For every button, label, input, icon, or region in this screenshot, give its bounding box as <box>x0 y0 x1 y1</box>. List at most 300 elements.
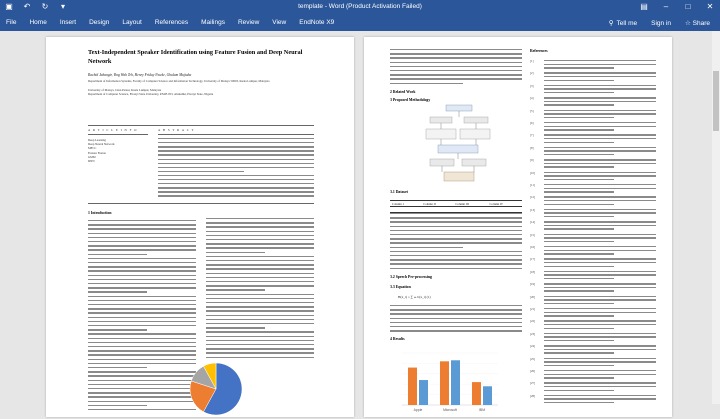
x-tick-label: Apple <box>413 408 423 412</box>
text-line <box>206 340 314 341</box>
text-line <box>88 350 196 351</box>
text-line <box>88 371 196 372</box>
reference-number: [11] <box>530 183 535 187</box>
text-line <box>206 323 314 324</box>
text-line <box>390 78 522 79</box>
bar <box>483 386 492 405</box>
dataset-table <box>390 200 522 213</box>
tab-home[interactable]: Home <box>29 19 47 26</box>
reference-text-line <box>544 390 614 391</box>
text-line <box>88 220 196 221</box>
text-line <box>158 179 314 180</box>
text-line <box>206 302 314 303</box>
paper-title: Text-Independent Speaker Identification using Feature Fusion and Deep Neural Network <box>88 49 303 65</box>
tab-references[interactable]: References <box>154 19 189 26</box>
text-line <box>206 336 314 337</box>
reference-text-line <box>544 101 656 102</box>
text-line <box>206 243 314 244</box>
keyword: MFCC <box>88 146 97 151</box>
reference-text-line <box>544 246 656 247</box>
text-line <box>88 380 196 381</box>
reference-text-line <box>544 85 656 86</box>
tab-endnote-x9[interactable]: EndNote X9 <box>299 19 335 26</box>
tell-me-search[interactable] <box>609 19 637 27</box>
text-line <box>390 242 522 243</box>
reference-number: [13] <box>530 207 535 212</box>
text-line <box>206 285 314 286</box>
text-line <box>206 281 314 282</box>
paper-authors: Rachid Jahangir, Ying Wah Teh, Henry Friday Nweke, Ghulam Mujtaba <box>88 73 192 77</box>
text-line <box>88 279 196 280</box>
keyword: Deep Neural Network <box>88 142 115 147</box>
reference-text-line <box>544 92 614 93</box>
text-line <box>158 171 244 172</box>
text-line <box>390 83 463 84</box>
reference-number: [15] <box>530 232 535 237</box>
text-line <box>88 329 147 330</box>
reference-text-line <box>544 196 656 197</box>
text-line <box>158 146 314 147</box>
text-line <box>206 319 314 320</box>
text-line <box>390 305 522 306</box>
keywords-list <box>88 138 138 163</box>
reference-text-line <box>544 398 656 399</box>
reference-number: [17] <box>530 257 535 262</box>
text-line <box>390 309 522 310</box>
reference-text-line <box>544 134 656 135</box>
reference-text-line <box>544 184 656 185</box>
text-line <box>206 298 314 299</box>
reference-text-line <box>544 290 614 291</box>
reference-text-line <box>544 352 614 353</box>
reference-number: [5] <box>530 108 534 113</box>
reference-text-line <box>544 172 656 173</box>
tab-review[interactable]: Review <box>237 19 260 26</box>
reference-number: [20] <box>530 294 535 299</box>
x-tick-label: Microsoft <box>443 408 457 412</box>
text-line <box>88 287 196 288</box>
keyword: GMM <box>88 154 96 159</box>
text-line <box>158 150 314 151</box>
undo-icon[interactable]: ↶ <box>23 2 31 11</box>
reference-text-line <box>544 361 656 362</box>
text-line <box>390 326 522 327</box>
vertical-scrollbar[interactable] <box>712 31 720 404</box>
text-line <box>206 268 314 269</box>
ribbon <box>0 14 720 31</box>
text-line <box>88 338 196 339</box>
share-label: Share <box>692 20 710 27</box>
window-controls <box>638 1 716 13</box>
reference-text-line <box>544 299 656 300</box>
reference-number: [27] <box>530 381 535 386</box>
text-line <box>390 263 522 264</box>
text-line <box>390 74 522 75</box>
reference-number: [18] <box>530 269 535 274</box>
reference-text-line <box>544 274 656 275</box>
text-line <box>390 251 522 252</box>
reference-text-line <box>544 147 656 148</box>
affiliation-2: University of Malaya, Jalan Pantai, Kuala Lumpur, Malaysia <box>88 88 162 92</box>
text-line <box>88 245 196 246</box>
reference-text-line <box>544 179 614 180</box>
bar <box>440 361 449 405</box>
reference-text-line <box>544 129 614 130</box>
text-line <box>88 249 196 250</box>
reference-text-line <box>544 266 614 267</box>
reference-text-line <box>544 154 614 155</box>
text-line <box>390 217 522 218</box>
maximize-button[interactable]: □ <box>685 2 691 11</box>
reference-text-line <box>544 395 656 396</box>
customize-toolbar-icon[interactable]: ▾ <box>60 2 65 11</box>
text-line <box>158 159 314 160</box>
text-line <box>88 300 196 301</box>
bar <box>472 382 481 405</box>
reference-text-line <box>544 278 614 279</box>
text-line <box>390 213 522 214</box>
reference-text-line <box>544 308 656 309</box>
text-line <box>206 239 314 240</box>
text-line <box>206 273 314 274</box>
text-line <box>88 321 196 322</box>
scrollbar-thumb[interactable] <box>713 71 719 131</box>
reference-text-line <box>544 374 656 375</box>
text-line <box>390 238 522 239</box>
reference-text-line <box>544 370 656 371</box>
text-line <box>88 304 196 305</box>
text-line <box>390 234 522 235</box>
tab-file[interactable]: File <box>6 19 17 26</box>
reference-text-line <box>544 67 614 68</box>
results-heading: 4 Results <box>390 337 405 341</box>
table-header-cell: Column III <box>453 201 487 207</box>
text-line <box>206 231 314 232</box>
reference-text-line <box>544 142 614 143</box>
title-bar <box>0 0 720 14</box>
reference-text-line <box>544 296 656 297</box>
info-rule <box>88 134 148 135</box>
text-line <box>88 346 196 347</box>
reference-text-line <box>544 221 656 222</box>
dataset-heading: 3.1 Dataset <box>390 190 408 194</box>
reference-number: [9] <box>530 158 534 163</box>
text-line <box>206 247 314 248</box>
tab-insert[interactable]: Insert <box>59 19 77 26</box>
reference-text-line <box>544 97 656 98</box>
ribbon-right <box>609 19 710 27</box>
proposed-methodology-heading: 3 Proposed Methodology <box>390 98 431 102</box>
document-canvas[interactable] <box>0 31 712 412</box>
reference-text-line <box>544 358 656 359</box>
text-line <box>88 409 196 410</box>
window-title: template - Word (Product Activation Failed) <box>298 3 422 10</box>
reference-number: [25] <box>530 356 535 361</box>
tab-layout[interactable]: Layout <box>122 19 142 26</box>
text-line <box>88 262 196 263</box>
bar <box>451 360 460 405</box>
text-line <box>88 291 147 292</box>
reference-text-line <box>544 237 656 238</box>
abstract-label: A B S T R A C T <box>158 128 195 132</box>
reference-text-line <box>544 113 656 114</box>
text-line <box>390 313 522 314</box>
reference-text-line <box>544 204 614 205</box>
text-line <box>206 235 314 236</box>
ribbon-display-options-icon[interactable]: ▤ <box>640 2 648 11</box>
text-line <box>158 163 314 164</box>
text-line <box>88 312 196 313</box>
reference-text-line <box>544 336 656 337</box>
reference-text-line <box>544 303 614 304</box>
equation-1: H(x_t) = ∑ ωᵢ b(x_t) (1) <box>398 295 431 299</box>
tab-mailings[interactable]: Mailings <box>201 19 225 26</box>
redo-icon[interactable]: ↻ <box>41 2 49 11</box>
text-line <box>158 195 314 196</box>
reference-text-line <box>544 250 656 251</box>
tell-me-label: Tell me <box>616 19 638 27</box>
reference-number: [19] <box>530 282 535 287</box>
text-line <box>206 264 314 265</box>
reference-text-line <box>544 175 656 176</box>
reference-text-line <box>544 386 656 387</box>
text-line <box>390 247 463 248</box>
reference-text-line <box>544 340 614 341</box>
text-line <box>206 306 314 307</box>
reference-number: [24] <box>530 344 535 349</box>
reference-text-line <box>544 241 614 242</box>
reference-text-line <box>544 271 656 272</box>
text-line <box>158 183 314 184</box>
text-line <box>390 268 522 269</box>
text-line <box>206 352 314 353</box>
text-line <box>88 254 147 255</box>
reference-number: [2] <box>530 71 534 76</box>
affiliation-1: Department of Information Systems, Faculty of Computer Science and Information Technology, University of Malaya 50603, Kuala Lumpur, Malaysia <box>88 79 270 83</box>
text-line <box>206 222 314 223</box>
tab-view[interactable]: View <box>272 19 287 26</box>
reference-text-line <box>544 209 656 210</box>
reference-text-line <box>544 258 656 259</box>
text-line <box>206 289 265 290</box>
text-line <box>390 330 522 331</box>
reference-text-line <box>544 216 614 217</box>
reference-text-line <box>544 345 656 346</box>
text-line <box>206 226 314 227</box>
text-line <box>88 401 196 402</box>
reference-text-line <box>544 312 656 313</box>
text-line <box>88 392 196 393</box>
text-line <box>206 277 314 278</box>
text-line <box>206 252 265 253</box>
reference-number: [16] <box>530 245 535 249</box>
reference-number: [3] <box>530 83 534 88</box>
methodology-flowchart[interactable] <box>424 103 494 185</box>
text-line <box>88 308 196 309</box>
reference-text-line <box>544 377 614 378</box>
text-line <box>206 294 314 295</box>
reference-text-line <box>544 212 656 213</box>
tab-design[interactable]: Design <box>89 19 110 26</box>
minimize-button[interactable]: – <box>663 2 669 11</box>
text-line <box>88 396 196 397</box>
text-line <box>88 283 196 284</box>
text-line <box>88 354 196 355</box>
text-line <box>88 384 196 385</box>
text-line <box>206 310 314 311</box>
text-line <box>390 66 522 67</box>
reference-text-line <box>544 225 656 226</box>
text-line <box>390 318 522 319</box>
article-info-label: A R T I C L E I N F O <box>88 128 138 132</box>
table-header-cell: Column II <box>421 201 453 207</box>
info-rule-top <box>88 125 314 126</box>
text-line <box>88 363 196 364</box>
speech-preprocessing-heading: 3.2 Speech Pre-processing <box>390 275 432 279</box>
text-line <box>206 357 314 358</box>
text-line <box>88 359 196 360</box>
reference-number: [7] <box>530 133 534 138</box>
text-line <box>206 327 265 328</box>
reference-text-line <box>544 191 614 192</box>
reference-number: [22] <box>530 319 535 324</box>
text-line <box>390 255 522 256</box>
reference-text-line <box>544 200 656 201</box>
text-line <box>88 405 147 406</box>
text-line <box>88 237 196 238</box>
save-icon[interactable]: ▣ <box>5 2 13 11</box>
bar <box>419 380 428 405</box>
reference-text-line <box>544 72 656 73</box>
reference-number: [28] <box>530 393 535 398</box>
results-bar-chart[interactable] <box>394 349 502 415</box>
reference-number: [6] <box>530 121 534 125</box>
reference-number: [1] <box>530 59 534 63</box>
text-line <box>158 138 314 139</box>
text-line <box>206 218 314 219</box>
text-line <box>390 62 522 63</box>
reference-text-line <box>544 163 656 164</box>
bar-chart-marks <box>402 353 498 412</box>
pie-slices <box>190 363 242 415</box>
reference-text-line <box>544 320 656 321</box>
text-line <box>390 226 522 227</box>
text-line <box>206 256 314 257</box>
reference-text-line <box>544 80 614 81</box>
reference-text-line <box>544 324 656 325</box>
keyword: DNN <box>88 159 95 164</box>
references-title: References <box>530 49 548 53</box>
text-line <box>206 260 314 261</box>
text-line <box>206 331 314 332</box>
reference-number: [21] <box>530 307 535 311</box>
text-line <box>88 317 196 318</box>
text-line <box>158 142 314 143</box>
reference-number: [26] <box>530 369 535 373</box>
reference-text-line <box>544 228 614 229</box>
text-line <box>158 154 314 155</box>
reference-text-line <box>544 104 614 105</box>
reference-number: [4] <box>530 96 534 101</box>
table-header-cell: Column IV <box>487 201 522 207</box>
reference-text-line <box>544 117 614 118</box>
page-2[interactable] <box>364 37 672 417</box>
reference-text-line <box>544 138 656 139</box>
bar <box>408 368 417 405</box>
text-line <box>158 187 314 188</box>
reference-text-line <box>544 60 656 61</box>
pie-chart[interactable] <box>186 359 246 419</box>
keyword: Feature Fusion <box>88 150 106 155</box>
reference-text-line <box>544 122 656 123</box>
text-line <box>206 348 314 349</box>
text-line <box>206 315 314 316</box>
text-line <box>158 167 314 168</box>
reference-text-line <box>544 333 656 334</box>
text-line <box>158 191 314 192</box>
close-button[interactable]: ✕ <box>706 2 714 11</box>
reference-text-line <box>544 287 656 288</box>
reference-text-line <box>544 188 656 189</box>
related-work-heading: 2 Related Work <box>390 90 416 94</box>
reference-text-line <box>544 76 656 77</box>
share-button[interactable] <box>685 19 710 27</box>
text-line <box>88 258 196 259</box>
text-line <box>88 388 196 389</box>
abstract-rule <box>158 134 314 135</box>
equation-heading: 3.3 Equation <box>390 285 411 289</box>
text-line <box>88 233 196 234</box>
x-tick-label: IBM <box>478 408 486 412</box>
text-line <box>390 221 522 222</box>
page-1[interactable] <box>46 37 354 417</box>
text-line <box>88 367 147 368</box>
table-row <box>390 207 522 213</box>
text-line <box>206 344 314 345</box>
introduction-heading: 1 Introduction <box>88 211 112 215</box>
text-line <box>390 259 522 260</box>
reference-text-line <box>544 166 614 167</box>
share-icon: ☆ <box>685 20 691 27</box>
reference-text-line <box>544 234 656 235</box>
reference-text-line <box>544 64 656 65</box>
text-line <box>88 296 196 297</box>
ribbon-tabs <box>6 19 334 26</box>
text-line <box>88 270 196 271</box>
text-line <box>390 70 522 71</box>
text-line <box>88 325 196 326</box>
sign-in-link[interactable]: Sign in <box>651 19 671 27</box>
reference-text-line <box>544 328 614 329</box>
text-line <box>390 53 522 54</box>
reference-number: [23] <box>530 331 535 336</box>
lightbulb-icon: ⚲ <box>608 20 614 27</box>
reference-text-line <box>544 402 614 403</box>
text-line <box>88 275 196 276</box>
text-line <box>390 49 522 50</box>
text-line <box>88 375 196 376</box>
table-header-cell: Column 1 <box>390 201 421 207</box>
affiliation-3: Department of Computer Science, Ebonyi State University, P.M.B 053, Abakaliki, Ebonyi State, Nigeria <box>88 92 214 96</box>
reference-number: [8] <box>530 145 534 150</box>
text-line <box>390 322 522 323</box>
text-line <box>88 241 196 242</box>
reference-text-line <box>544 253 614 254</box>
reference-number: [12] <box>530 195 535 200</box>
reference-text-line <box>544 349 656 350</box>
abstract-rule-bottom <box>88 203 314 204</box>
reference-number: [14] <box>530 220 535 225</box>
